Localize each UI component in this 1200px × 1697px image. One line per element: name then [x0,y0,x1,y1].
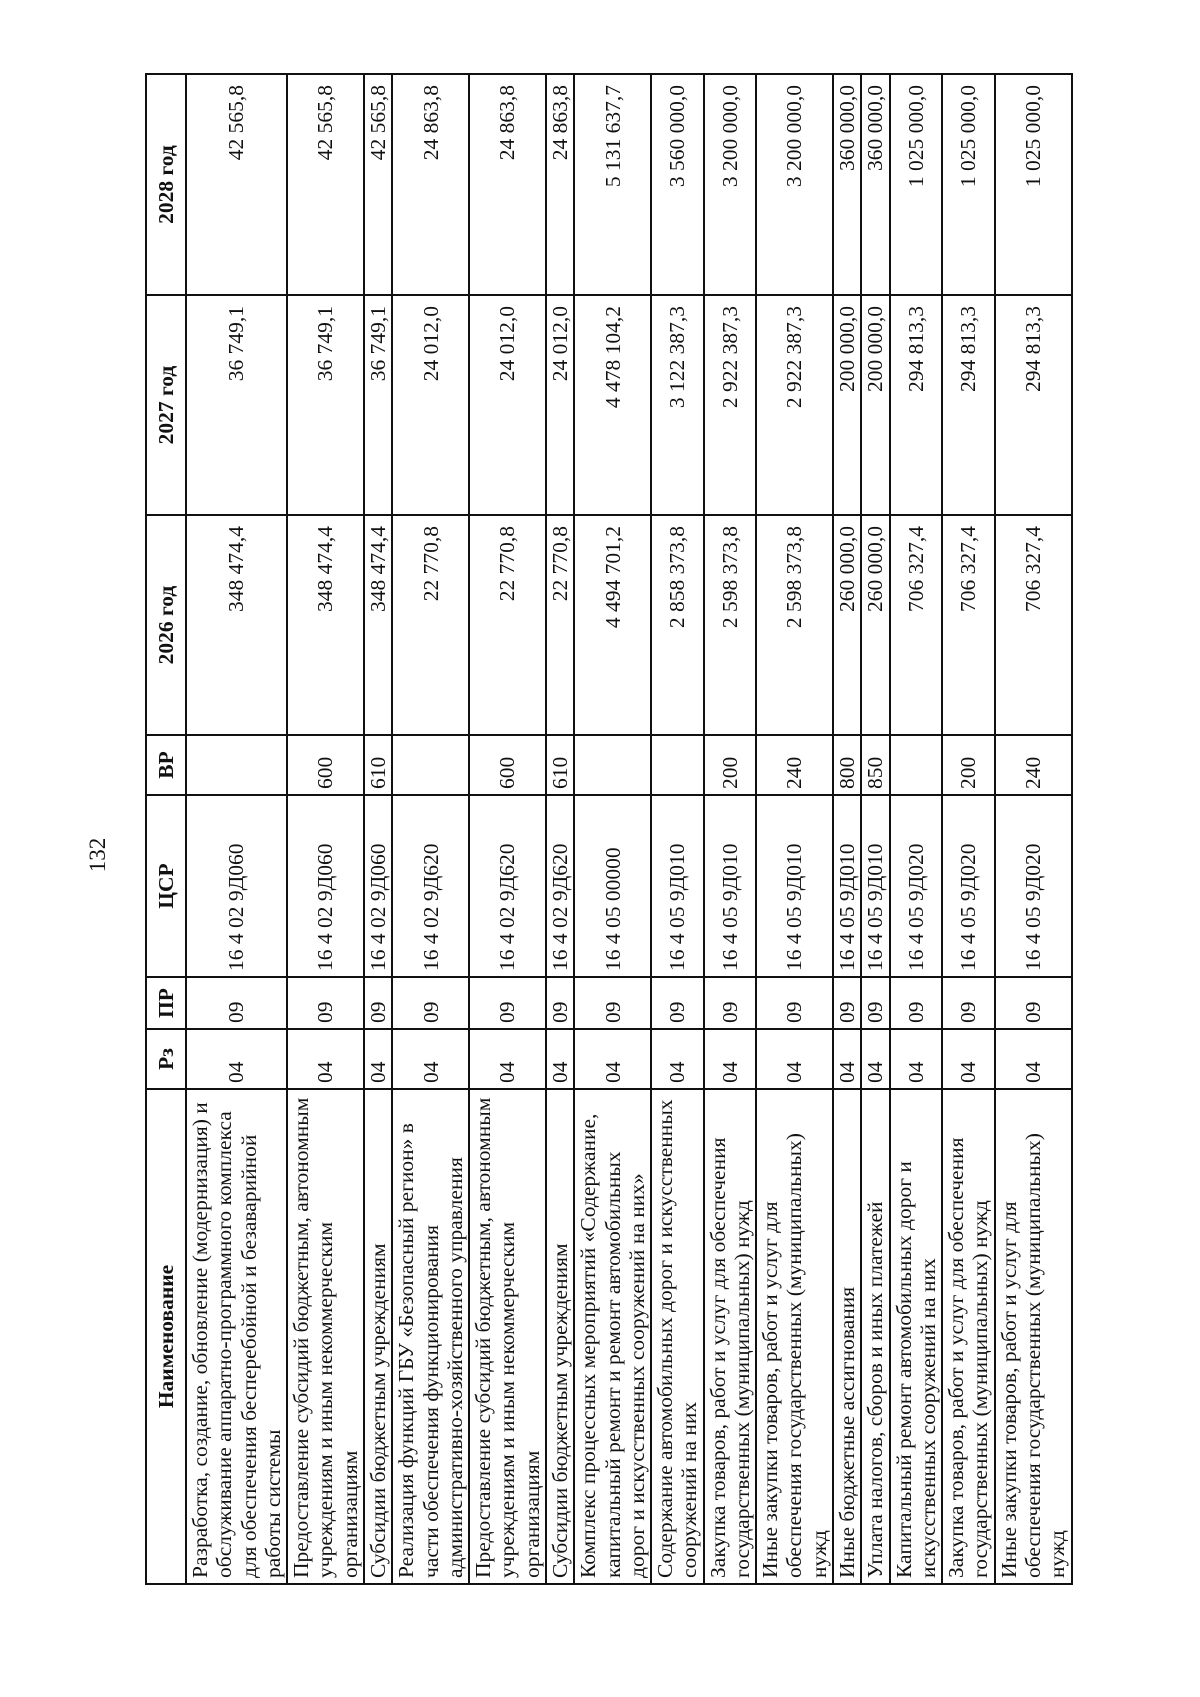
cell-csr: 16 4 02 9Д060 [186,795,287,977]
cell-pr: 09 [756,977,833,1029]
cell-2026: 22 770,8 [546,515,574,735]
cell-2026: 4 494 701,2 [574,515,651,735]
cell-name: Иные закупки товаров, работ и услуг для обеспечения государственных (муниципальных) нужд [995,1089,1072,1584]
header-name: Наименование [146,1089,186,1584]
cell-2026: 22 770,8 [392,515,469,735]
cell-rz: 04 [287,1029,364,1089]
cell-2027: 36 749,1 [186,295,287,515]
cell-2027: 294 813,3 [890,295,943,515]
table-row [890,74,943,1584]
cell-2028: 360 000,0 [833,74,861,295]
cell-pr: 09 [995,977,1072,1029]
cell-vr: 610 [546,735,574,795]
cell-vr: 240 [995,735,1072,795]
cell-2027: 200 000,0 [833,295,861,515]
header-2026: 2026 год [146,515,186,735]
cell-2026: 348 474,4 [186,515,287,735]
cell-pr: 09 [574,977,651,1029]
cell-pr: 09 [704,977,757,1029]
cell-pr: 09 [392,977,469,1029]
cell-2028: 3 200 000,0 [756,74,833,295]
cell-2027: 24 012,0 [392,295,469,515]
cell-2028: 3 560 000,0 [651,74,704,295]
cell-vr [392,735,469,795]
cell-name: Закупка товаров, работ и услуг для обеспечения государственных (муниципальных) нужд [942,1089,995,1584]
cell-rz: 04 [392,1029,469,1089]
cell-vr [890,735,943,795]
cell-csr: 16 4 05 9Д010 [704,795,757,977]
cell-vr: 610 [364,735,392,795]
cell-vr [574,735,651,795]
cell-2026: 706 327,4 [942,515,995,735]
cell-name: Предоставление субсидий бюджетным, автономным учреждениям и иным некоммерческим организациям [469,1089,546,1584]
cell-2028: 42 565,8 [287,74,364,295]
cell-2027: 2 922 387,3 [704,295,757,515]
cell-rz: 04 [861,1029,889,1089]
cell-2026: 2 598 373,8 [756,515,833,735]
cell-pr: 09 [287,977,364,1029]
cell-2028: 1 025 000,0 [942,74,995,295]
cell-csr: 16 4 05 9Д020 [890,795,943,977]
cell-2028: 42 565,8 [186,74,287,295]
cell-2027: 294 813,3 [995,295,1072,515]
cell-2028: 1 025 000,0 [995,74,1072,295]
cell-2028: 5 131 637,7 [574,74,651,295]
cell-csr: 16 4 02 9Д060 [287,795,364,977]
table-row [833,74,861,1584]
table-row [392,74,469,1584]
cell-name: Иные бюджетные ассигнования [833,1089,861,1584]
table-row [756,74,833,1584]
cell-2027: 24 012,0 [546,295,574,515]
cell-2028: 1 025 000,0 [890,74,943,295]
cell-name: Реализация функций ГБУ «Безопасный регион» в части обеспечения функционирования административно-хозяйственного управления [392,1089,469,1584]
cell-2027: 36 749,1 [287,295,364,515]
header-2027: 2027 год [146,295,186,515]
cell-pr: 09 [364,977,392,1029]
cell-2026: 2 858 373,8 [651,515,704,735]
cell-2027: 294 813,3 [942,295,995,515]
cell-2026: 2 598 373,8 [704,515,757,735]
cell-name: Субсидии бюджетным учреждениям [546,1089,574,1584]
table-row [287,74,364,1584]
table-row [942,74,995,1584]
cell-2028: 360 000,0 [861,74,889,295]
cell-vr: 240 [756,735,833,795]
cell-pr: 09 [833,977,861,1029]
cell-rz: 04 [704,1029,757,1089]
cell-rz: 04 [890,1029,943,1089]
table-header-row [146,74,186,1584]
cell-2027: 36 749,1 [364,295,392,515]
cell-csr: 16 4 05 9Д010 [833,795,861,977]
cell-name: Разработка, создание, обновление (модернизация) и обслуживание аппаратно-программного комплекса для обеспечения бесперебойной и безаварийной работы системы [186,1089,287,1584]
cell-name: Субсидии бюджетным учреждениям [364,1089,392,1584]
cell-pr: 09 [546,977,574,1029]
cell-2028: 42 565,8 [364,74,392,295]
cell-vr [651,735,704,795]
cell-2027: 200 000,0 [861,295,889,515]
cell-csr: 16 4 02 9Д060 [364,795,392,977]
table-row [469,74,546,1584]
cell-name: Содержание автомобильных дорог и искусственных сооружений на них [651,1089,704,1584]
cell-2027: 2 922 387,3 [756,295,833,515]
cell-pr: 09 [186,977,287,1029]
cell-vr: 200 [704,735,757,795]
cell-pr: 09 [861,977,889,1029]
cell-2026: 706 327,4 [890,515,943,735]
cell-csr: 16 4 05 9Д010 [861,795,889,977]
table-row [574,74,651,1584]
table-row [651,74,704,1584]
table-row [546,74,574,1584]
table-row [995,74,1072,1584]
cell-vr: 200 [942,735,995,795]
cell-name: Уплата налогов, сборов и иных платежей [861,1089,889,1584]
header-2028: 2028 год [146,74,186,295]
header-pr: ПР [146,977,186,1029]
cell-rz: 04 [469,1029,546,1089]
table-row [861,74,889,1584]
cell-2028: 3 200 000,0 [704,74,757,295]
cell-2027: 24 012,0 [469,295,546,515]
cell-2026: 348 474,4 [364,515,392,735]
cell-rz: 04 [942,1029,995,1089]
cell-pr: 09 [651,977,704,1029]
table-row [704,74,757,1584]
table-row [364,74,392,1584]
cell-vr [186,735,287,795]
cell-pr: 09 [890,977,943,1029]
header-vr: ВР [146,735,186,795]
cell-pr: 09 [469,977,546,1029]
cell-name: Иные закупки товаров, работ и услуг для обеспечения государственных (муниципальных) нужд [756,1089,833,1584]
cell-name: Закупка товаров, работ и услуг для обеспечения государственных (муниципальных) нужд [704,1089,757,1584]
cell-rz: 04 [546,1029,574,1089]
cell-csr: 16 4 02 9Д620 [469,795,546,977]
cell-csr: 16 4 05 9Д020 [995,795,1072,977]
cell-vr: 600 [469,735,546,795]
cell-2026: 348 474,4 [287,515,364,735]
cell-2026: 706 327,4 [995,515,1072,735]
cell-vr: 850 [861,735,889,795]
cell-2028: 24 863,8 [469,74,546,295]
header-csr: ЦСР [146,795,186,977]
cell-2027: 4 478 104,2 [574,295,651,515]
page-number: 132 [85,837,110,873]
cell-2026: 260 000,0 [833,515,861,735]
cell-name: Предоставление субсидий бюджетным, автономным учреждениям и иным некоммерческим организациям [287,1089,364,1584]
budget-table [145,73,1073,1585]
cell-csr: 16 4 05 00000 [574,795,651,977]
cell-rz: 04 [756,1029,833,1089]
cell-csr: 16 4 05 9Д010 [651,795,704,977]
cell-name: Комплекс процессных мероприятий «Содержание, капитальный ремонт и ремонт автомобильных дорог и искусственных сооружений на них» [574,1089,651,1584]
cell-rz: 04 [833,1029,861,1089]
cell-rz: 04 [995,1029,1072,1089]
cell-2026: 22 770,8 [469,515,546,735]
cell-csr: 16 4 05 9Д020 [942,795,995,977]
cell-rz: 04 [651,1029,704,1089]
cell-2028: 24 863,8 [546,74,574,295]
rotated-table-container [145,75,1070,1585]
cell-vr: 800 [833,735,861,795]
cell-rz: 04 [186,1029,287,1089]
cell-pr: 09 [942,977,995,1029]
cell-name: Капитальный ремонт автомобильных дорог и искусственных сооружений на них [890,1089,943,1584]
cell-2027: 3 122 387,3 [651,295,704,515]
cell-csr: 16 4 02 9Д620 [546,795,574,977]
table-body [186,74,1072,1584]
table-row [186,74,287,1584]
cell-vr: 600 [287,735,364,795]
cell-rz: 04 [574,1029,651,1089]
cell-2026: 260 000,0 [861,515,889,735]
cell-rz: 04 [364,1029,392,1089]
cell-2028: 24 863,8 [392,74,469,295]
header-rz: Рз [146,1029,186,1089]
cell-csr: 16 4 02 9Д620 [392,795,469,977]
cell-csr: 16 4 05 9Д010 [756,795,833,977]
